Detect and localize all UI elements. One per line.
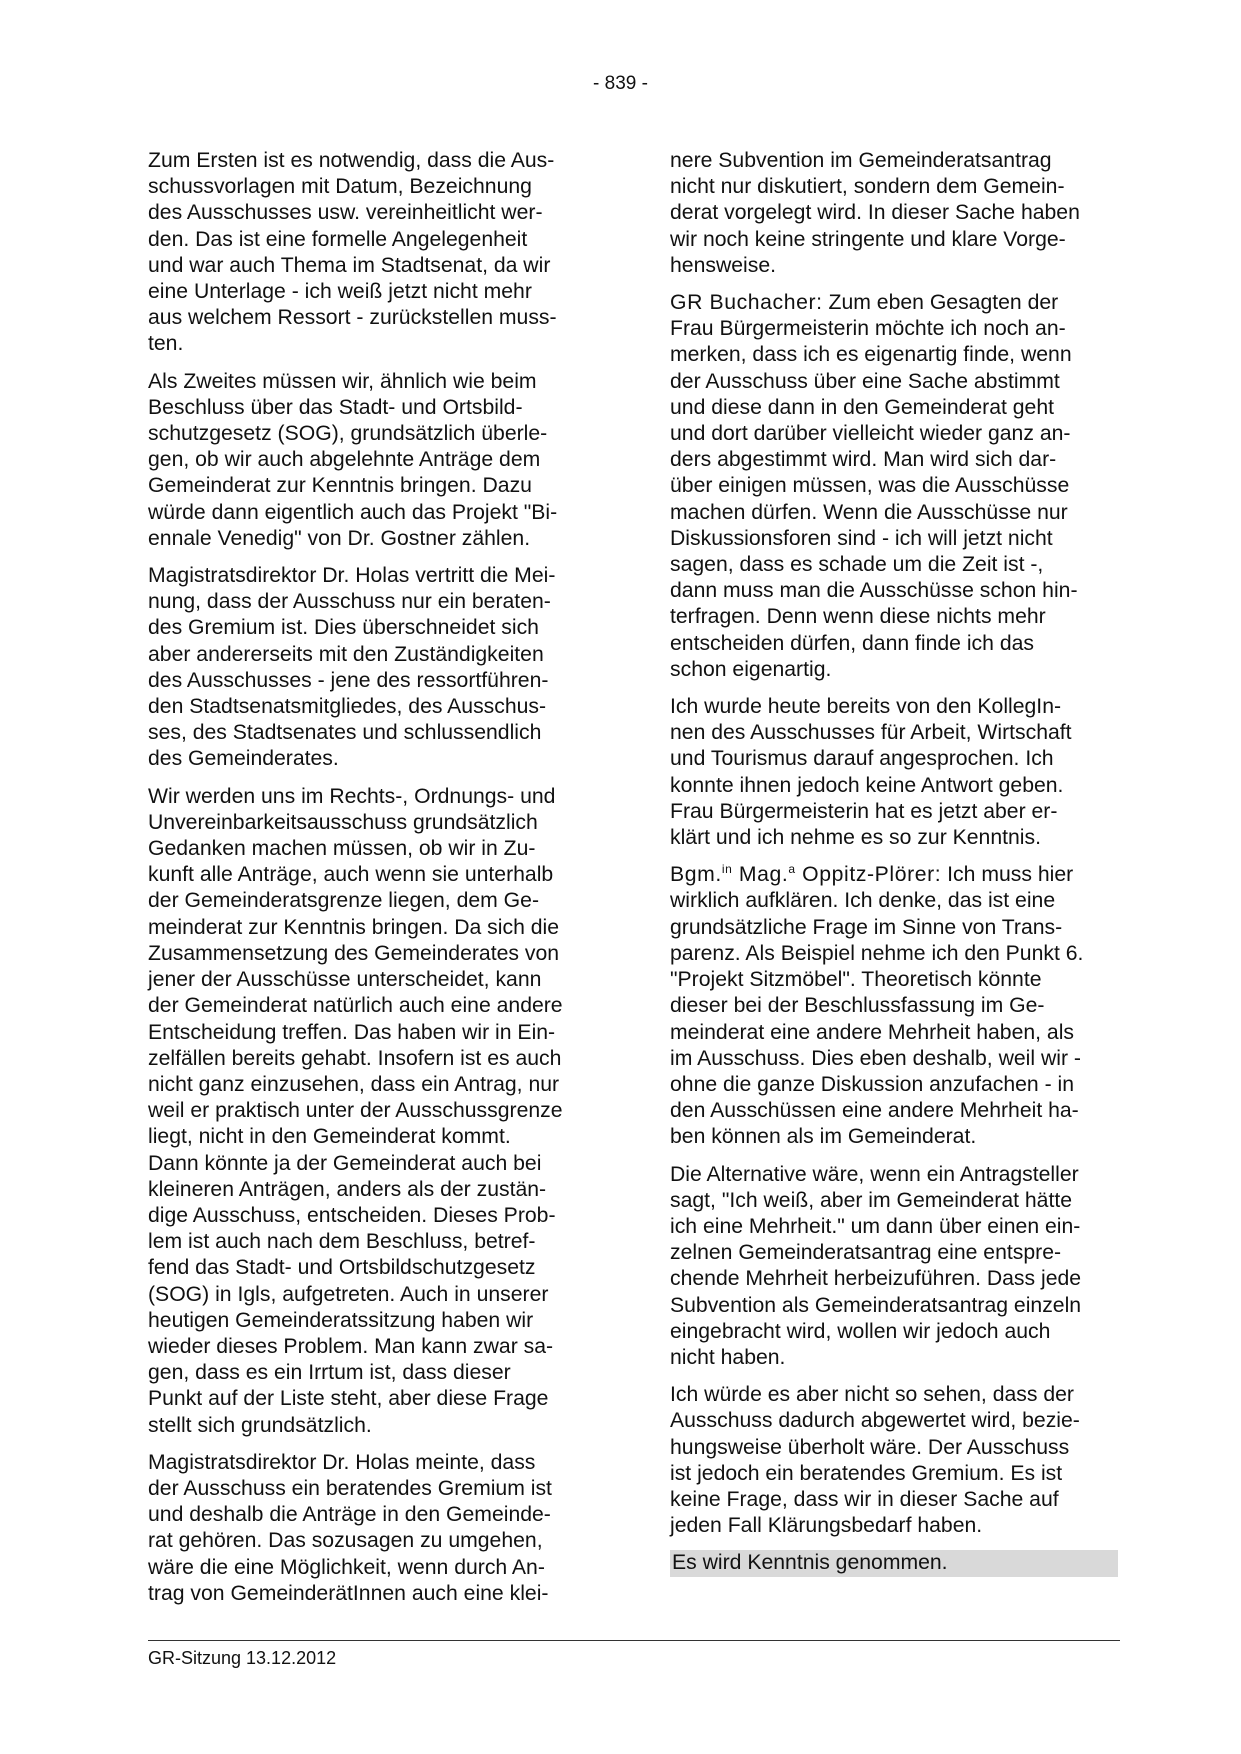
speaker-buchacher: GR Buchacher:	[670, 291, 823, 315]
footer-divider	[148, 1640, 1120, 1641]
paragraph-second: Als Zweites müssen wir, ähnlich wie beim Beschluss über das Stadt- und Ortsbild- schutzgesetz (SOG), grundsätzlich überle- gen, ob wir auch abgelehnte Anträge dem Gemeinderat zur Kenntnis bringen. Dazu würde dann eigentlich auch das Projekt "Bi- ennale Venedig" von Dr. Gostner zählen.	[148, 369, 558, 550]
speaker-oppitz	[670, 863, 941, 886]
footer-session-date: GR-Sitzung 13.12.2012	[148, 1648, 337, 1668]
buchacher-first-line: Zum eben Gesagten der	[822, 291, 1059, 315]
oppitz-first-line: Ich muss hier	[941, 863, 1074, 887]
paragraph-abgewertet: Ich würde es aber nicht so sehen, dass der Ausschuss dadurch abgewertet wird, bezie- hungsweise überholt wäre. Der Ausschuss ist jedoch ein beratendes Gremium. Es ist keine Frage, dass wir in dieser Sache auf jeden Fall Klärungsbedarf haben.	[670, 1383, 1080, 1538]
paragraph-kollegen: Ich wurde heute bereits von den KollegIn- nen des Ausschusses für Arbeit, Wirtschaft und Tourismus darauf angesprochen. Ich konnte ihnen jedoch keine Antwort geben. Frau Bürgermeisterin hat es jetzt aber er- klärt und ich nehme es so zur Kenntnis.	[670, 695, 1072, 850]
left-column	[148, 148, 596, 1618]
paragraph-continuation: nere Subvention im Gemeinderatsantrag nicht nur diskutiert, sondern dem Gemein- derat vorgelegt wird. In dieser Sache haben wir noch keine stringente und klare Vorge- hensweise.	[670, 149, 1080, 277]
speaker-title-bgm: Bgm.	[670, 863, 722, 887]
oppitz-text: wirklich aufklären. Ich denke, das ist eine grundsätzliche Frage im Sinne von Trans- parenz. Als Beispiel nehme ich den Punkt 6. "Projekt Sitzmöbel". Theoretisch könnte dieser bei der Beschlussfassung im Ge- meinderat eine andere Mehrheit haben, als im Ausschuss. Dies eben deshalb, weil wir - ohne die ganze Diskussion anzufachen - in den Ausschüssen eine andere Mehrheit ha- ben können als im Gemeinderat.	[670, 889, 1084, 1149]
page-number: - 839 -	[593, 73, 648, 94]
paragraph-first: Zum Ersten ist es notwendig, dass die Aus- schussvorlagen mit Datum, Bezeichnung des Ausschusses usw. vereinheitlicht wer- den. Das ist eine formelle Angelegenheit und war auch Thema im Stadtsenat, da wir eine Unterlage - ich weiß jetzt nicht mehr aus welchem Ressort - zurückstellen muss- ten.	[148, 149, 557, 356]
result-note: Es wird Kenntnis genommen.	[670, 1550, 1118, 1576]
speaker-name-oppitz: Oppitz-Plörer:	[795, 863, 942, 887]
speaker-title-mag: Mag.	[732, 863, 789, 887]
right-column	[670, 148, 1118, 1577]
paragraph-buchacher	[670, 290, 1118, 683]
paragraph-committee-decisions: Wir werden uns im Rechts-, Ordnungs- und Unvereinbarkeitsausschuss grundsätzlich Gedanken machen müssen, ob wir in Zu- kunft alle Anträge, auch wenn sie unterhalb der Gemeinderatsgrenze liegen, dem Ge- meinderat zur Kenntnis bringen. Da sich die Zusammensetzung des Gemeinderates von jener der Ausschüsse unterscheidet, kann der Gemeinderat natürlich auch eine andere Entscheidung treffen. Das haben wir in Ein- zelfällen bereits gehabt. Insofern ist es auch nicht ganz einzusehen, dass ein Antrag, nur weil er praktisch unter der Ausschussgrenze liegt, nicht in den Gemeinderat kommt. Dann könnte ja der Gemeinderat auch bei kleineren Anträgen, anders als der zustän- dige Ausschuss, entscheiden. Dieses Prob- lem ist auch nach dem Beschluss, betref- fend das Stadt- und Ortsbildschutzgesetz (SOG) in Igls, aufgetreten. Auch in unserer heutigen Gemeinderatssitzung haben wir wieder dieses Problem. Man kann zwar sa- gen, dass es ein Irrtum ist, dass dieser Punkt auf der Liste steht, aber diese Frage stellt sich grundsätzlich.	[148, 784, 563, 1437]
paragraph-alternative: Die Alternative wäre, wenn ein Antragsteller sagt, "Ich weiß, aber im Gemeinderat hätte ich eine Mehrheit." um dann über einen ein- zelnen Gemeinderatsantrag eine entspre- chende Mehrheit herbeizuführen. Dass jede Subvention als Gemeinderatsantrag einzeln eingebracht wird, wollen wir jedoch auch nicht haben.	[670, 1162, 1082, 1369]
superscript-in: in	[721, 862, 733, 877]
superscript-a: a	[788, 862, 796, 877]
paragraph-oppitz	[670, 862, 1118, 1150]
buchacher-text: Frau Bürgermeisterin möchte ich noch an- merken, dass ich es eigenartig finde, wenn der Ausschuss über eine Sache abstimmt und diese dann in den Gemeinderat geht und dort darüber vielleicht wieder ganz an- ders abgestimmt wird. Man wird sich dar- über einigen müssen, was die Ausschüsse machen dürfen. Wenn die Ausschüsse nur Diskussionsforen sind - ich will jetzt nicht sagen, dass es schade um die Zeit ist -, dann muss man die Ausschüsse schon hin- terfragen. Denn wenn diese nichts mehr entscheiden dürfen, dann finde ich das schon eigenartig.	[670, 317, 1078, 681]
paragraph-holas-opinion: Magistratsdirektor Dr. Holas vertritt die Mei- nung, dass der Ausschuss nur ein beraten- des Gremium ist. Dies überschneidet sich aber andererseits mit den Zuständigkeiten des Ausschusses - jene des ressortführen- den Stadtsenatsmitgliedes, des Ausschus- ses, des Stadtsenates und schlussendlich des Gemeinderates.	[148, 564, 556, 771]
paragraph-holas-meinte: Magistratsdirektor Dr. Holas meinte, dass der Ausschuss ein beratendes Gremium ist und deshalb die Anträge in den Gemeinde- rat gehören. Das sozusagen zu umgehen, wäre die eine Möglichkeit, wenn durch An- trag von GemeinderätInnen auch eine klei-	[148, 1450, 552, 1605]
